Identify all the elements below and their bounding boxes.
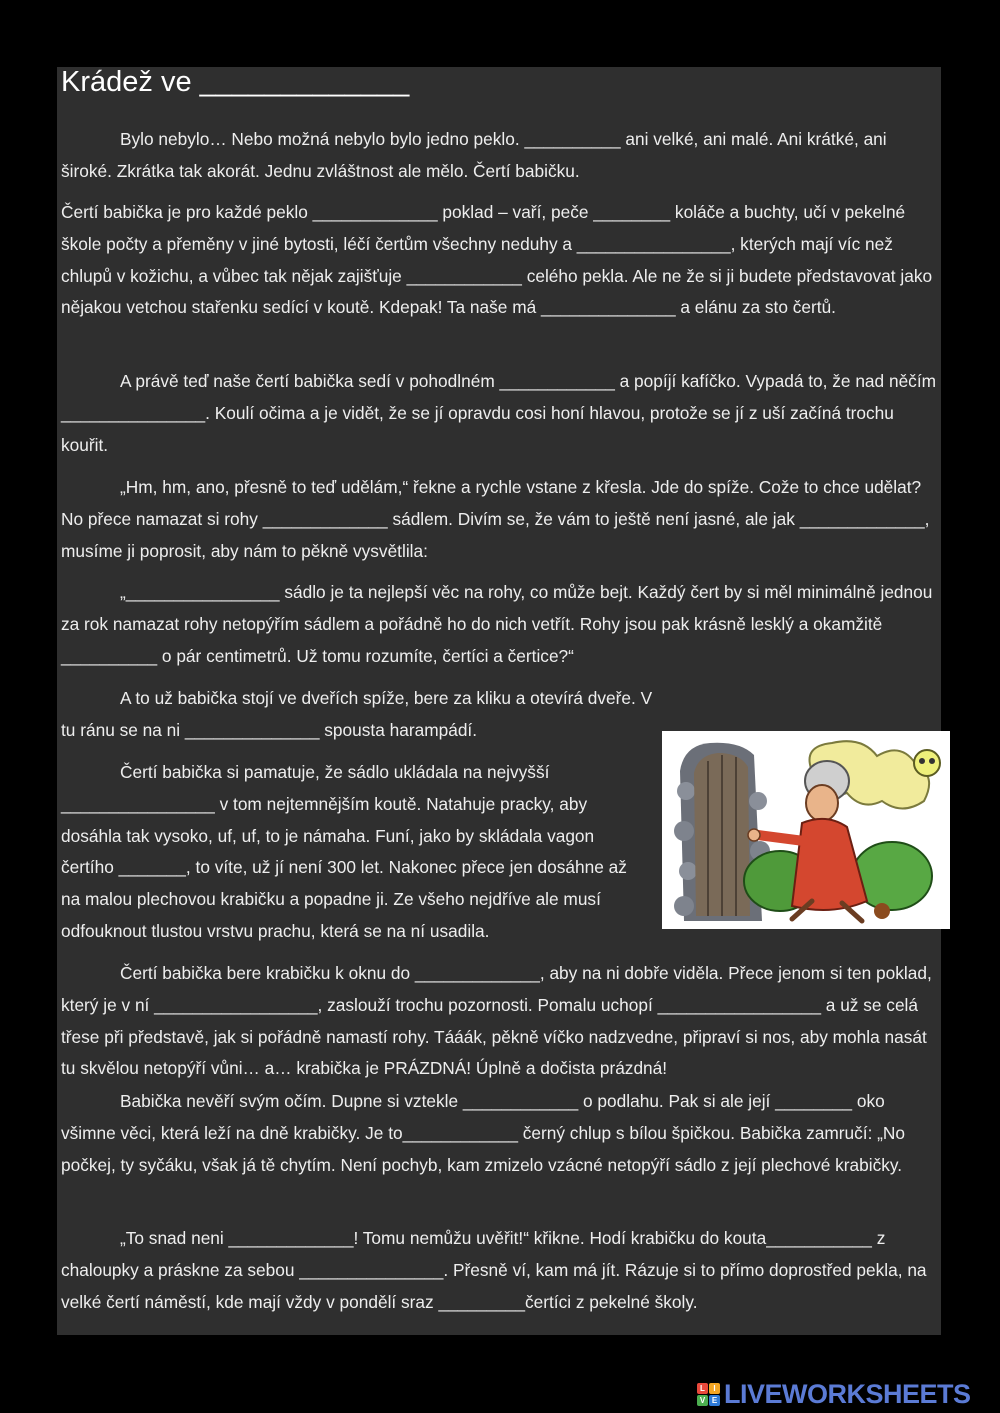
paragraph-9: Babička nevěří svým očím. Dupne si vztekle ____________ o podlahu. Pak si ale její ________ oko všimne věci, která leží na dně krabičky. Je to____________ černý chlup s bílou špičkou. Babička zamručí: „No počkej, ty syčáku, však já tě chytím. Není pochyb, kam zmizelo vzácné netopýří sádlo z její plechové krabičky. [61, 1091, 906, 1175]
paragraph-3: A právě teď naše čertí babička sedí v pohodlném ____________ a popíjí kafíčko. Vypadá to, že nad něčím _______________. Koulí očima a je vidět, že se jí opravdu cosi honí hlavou, protože se jí z uší začíná trochu kouřit. [61, 371, 937, 455]
paragraph-1: Bylo nebylo… Nebo možná nebylo bylo jedno peklo. __________ ani velké, ani malé. Ani krátké, ani široké. Zkrátka tak akorát. Jednu zvláštnost ale mělo. Čertí babičku. [61, 129, 887, 181]
worksheet-title: Krádež ve _____________ [61, 66, 410, 98]
paragraph-8: Čertí babička bere krabičku k oknu do _____________, aby na ni dobře viděla. Přece jenom si ten poklad, který je v ní _________________, zaslouží trochu pozornosti. Pomalu uchopí _________________ a už se celá třese při představě, jak si pořádně namastí rohy. Tááák, pěkně víčko nadzvedne, připraví si nos, aby mohla nasát tu skvělou netopýří vůni… a… krabička je PRÁZDNÁ! Úplně a dočista prázdná! [61, 963, 932, 1079]
logo-letter-l: L [697, 1383, 708, 1394]
logo-text: LIVEWORKSHEETS [724, 1378, 971, 1409]
paragraph-10: „To snad neni _____________! Tomu nemůžu uvěřit!“ křikne. Hodí krabičku do kouta___________ z chaloupky a práskne za sebou _______________. Přesně ví, kam má jít. Rázuje si to přímo doprostřed pekla, na velké čertí náměstí, kde mají vždy v pondělí sraz _________čertíci z pekelné školy. [61, 1228, 927, 1312]
liveworksheets-logo [697, 1378, 971, 1409]
paragraph-2: Čertí babička je pro každé peklo _____________ poklad – vaří, peče ________ koláče a buchty, učí v pekelné škole počty a přeměny v jiné bytosti, léčí čertům všechny neduhy a ________________, kterých mají víc než chlupů v kožichu, a vůbec tak nějak zajišťuje ____________ celého pekla. Ale ne že si ji budete představovat jako nějakou vetchou stařenku sedící v koutě. Kdepak! Ta naše má ______________ a elánu za sto čertů. [61, 202, 933, 318]
paragraph-5: „________________ sádlo je ta nejlepší věc na rohy, co může bejt. Každý čert by si měl minimálně jednou za rok namazat rohy netopýřím sádlem a pořádně ho do nich vetřít. Rohy jsou pak krásně lesklý a okamžitě __________ o pár centimetrů. Už tomu rozumíte, čertíci a čertice?“ [61, 582, 933, 666]
logo-mark-icon [697, 1383, 720, 1406]
paragraph-6: A to už babička stojí ve dveřích spíže, bere za kliku a otevírá dveře. V tu ránu se na ni ______________ spousta harampádí. [61, 688, 653, 740]
logo-letter-i: I [709, 1383, 720, 1394]
logo-letter-e: E [709, 1395, 720, 1406]
grandma-devil-image [662, 731, 950, 929]
grandma-pantry-illustration [662, 731, 950, 929]
paragraph-7: Čertí babička si pamatuje, že sádlo ukládala na nejvyšší ________________ v tom nejtemnějším koutě. Natahuje pracky, aby dosáhla tak vysoko, uf, uf, to je námaha. Funí, jako by skládala vagon čertího _______, to víte, už jí není 300 let. Nakonec přece jen dosáhne až na malou plechovou krabičku a popadne ji. Ze všeho nejdříve ale musí odfouknout tlustou vrstvu prachu, která se na ní usadila. [61, 762, 627, 941]
paragraph-4: „Hm, hm, ano, přesně to teď udělám,“ řekne a rychle vstane z křesla. Jde do spíže. Cože to chce udělat? No přece namazat si rohy _____________ sádlem. Divím se, že vám to ještě není jasné, ale jak _____________, musíme ji poprosit, aby nám to pěkně vysvětlila: [61, 477, 930, 561]
logo-letter-v: V [697, 1395, 708, 1406]
